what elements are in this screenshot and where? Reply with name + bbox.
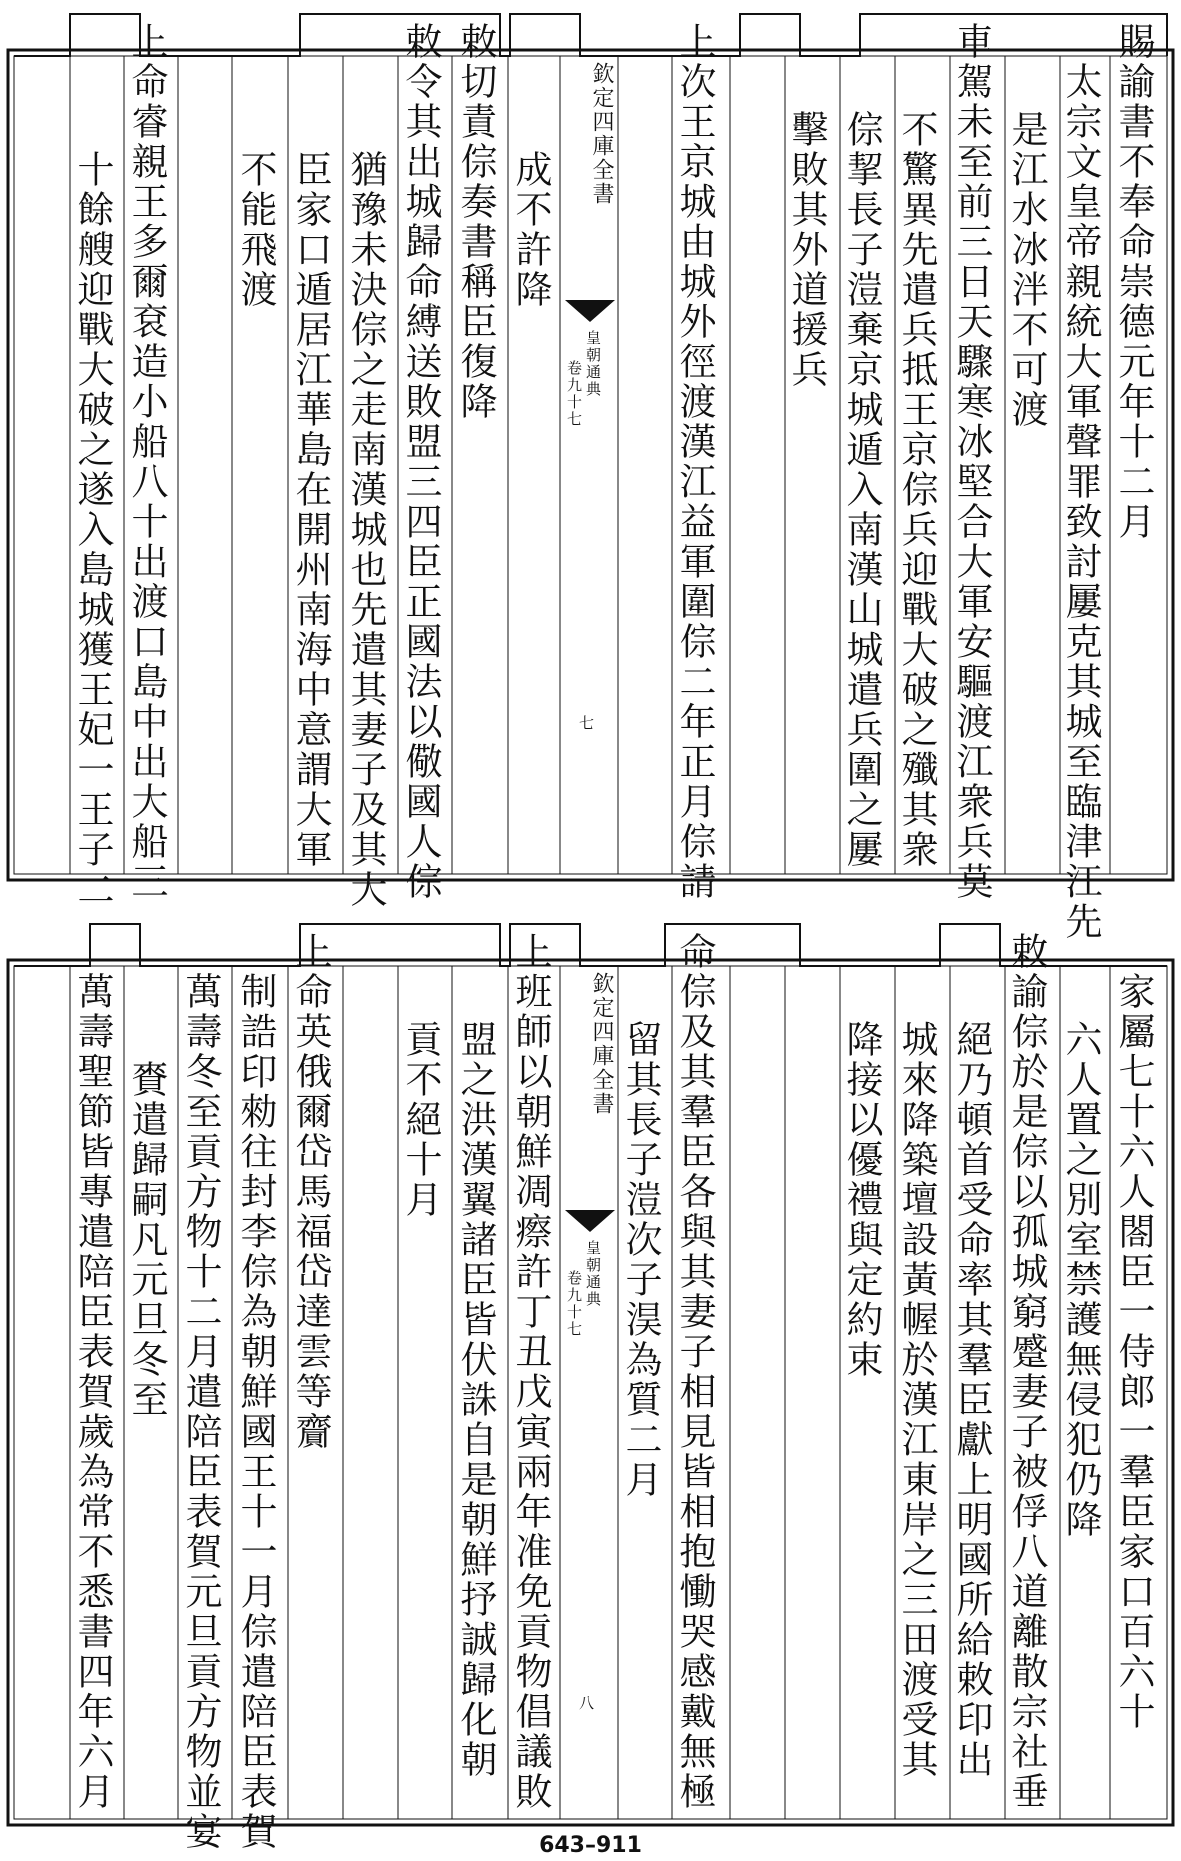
- text-column: 擊敗其外道援兵: [785, 110, 828, 390]
- text-column: 十餘艘迎戰大破之遂入島城獲王妃一王子二: [71, 150, 114, 910]
- center-volume: 卷九十七: [565, 1270, 583, 1338]
- text-column: 上命英俄爾岱馬福岱達雲等齎: [289, 932, 332, 1452]
- text-column: 留其長子溰次子淏為質二月: [619, 1020, 662, 1500]
- text-column: 臣家口遁居江華島在開州南海中意謂大軍: [289, 150, 332, 870]
- text-column: 倧挈長子溰棄京城遁入南漢山城遣兵圍之屢: [840, 110, 883, 870]
- center-page: 八: [577, 1695, 595, 1712]
- center-title: 欽定四庫全書: [589, 972, 614, 1116]
- text-column: 賜諭書不奉命崇德元年十二月: [1112, 22, 1155, 542]
- text-column: 不能飛渡: [234, 150, 277, 310]
- text-column: 六人置之別室禁護無侵犯仍降: [1059, 1020, 1102, 1540]
- text-column: 貢不絕十月: [399, 1020, 442, 1220]
- text-column: 猶豫未決倧之走南漢城也先遣其妻子及其大: [344, 150, 387, 910]
- text-column: 車駕未至前三日天驟寒冰堅合大軍安驅渡江衆兵莫: [950, 22, 993, 902]
- text-column: 絕乃頓首受命率其羣臣獻上明國所給敕印出: [950, 1020, 993, 1780]
- text-column: 上次王京城由城外徑渡漢江益軍圍倧二年正月倧請: [673, 22, 716, 902]
- text-column: 不驚異先遣兵抵王京倧兵迎戰大破之殲其衆: [895, 110, 938, 870]
- text-column: 命倧及其羣臣各與其妻子相見皆相抱慟哭感戴無極: [673, 932, 716, 1812]
- text-column: 上命睿親王多爾袞造小船八十出渡口島中出大船三: [125, 22, 168, 902]
- text-column: 盟之洪漢翼諸臣皆伏誅自是朝鮮抒誠歸化朝: [454, 1020, 497, 1780]
- text-column: 太宗文皇帝親統大軍聲罪致討屢克其城至臨津江先: [1059, 62, 1102, 942]
- text-column: 是江水冰泮不可渡: [1005, 110, 1048, 430]
- page-number: 643–911: [539, 1833, 642, 1858]
- text-column: 成不許降: [509, 150, 552, 310]
- text-column: 敕令其出城歸命縛送敗盟三四臣正國法以儆國人倧: [399, 22, 442, 902]
- text-column: 降接以優禮與定約束: [840, 1020, 883, 1380]
- center-book: 皇朝通典: [584, 1240, 602, 1308]
- text-column: 家屬七十六人閤臣一侍郎一羣臣家口百六十: [1112, 972, 1155, 1732]
- text-column: 上班師以朝鮮凋瘵許丁丑戊寅兩年准免貢物倡議敗: [509, 932, 552, 1812]
- text-column: 萬壽聖節皆專遣陪臣表賀歲為常不悉書四年六月: [71, 972, 114, 1812]
- text-column: 敕諭倧於是倧以孤城窮蹙妻子被俘八道離散宗社垂: [1005, 932, 1048, 1812]
- center-title: 欽定四庫全書: [589, 62, 614, 206]
- text-column: 制誥印勑往封李倧為朝鮮國王十一月倧遣陪臣表賀: [234, 972, 277, 1852]
- center-volume: 卷九十七: [565, 360, 583, 428]
- text-column: 萬壽冬至貢方物十二月遣陪臣表賀元旦貢方物並宴: [179, 972, 222, 1852]
- center-page: 七: [577, 715, 595, 732]
- text-column: 敕切責倧奏書稱臣復降: [454, 22, 497, 422]
- text-column: 賚遣歸嗣凡元旦冬至: [125, 1060, 168, 1420]
- text-column: 城來降築壇設黃幄於漢江東岸之三田渡受其: [895, 1020, 938, 1780]
- center-book: 皇朝通典: [584, 330, 602, 398]
